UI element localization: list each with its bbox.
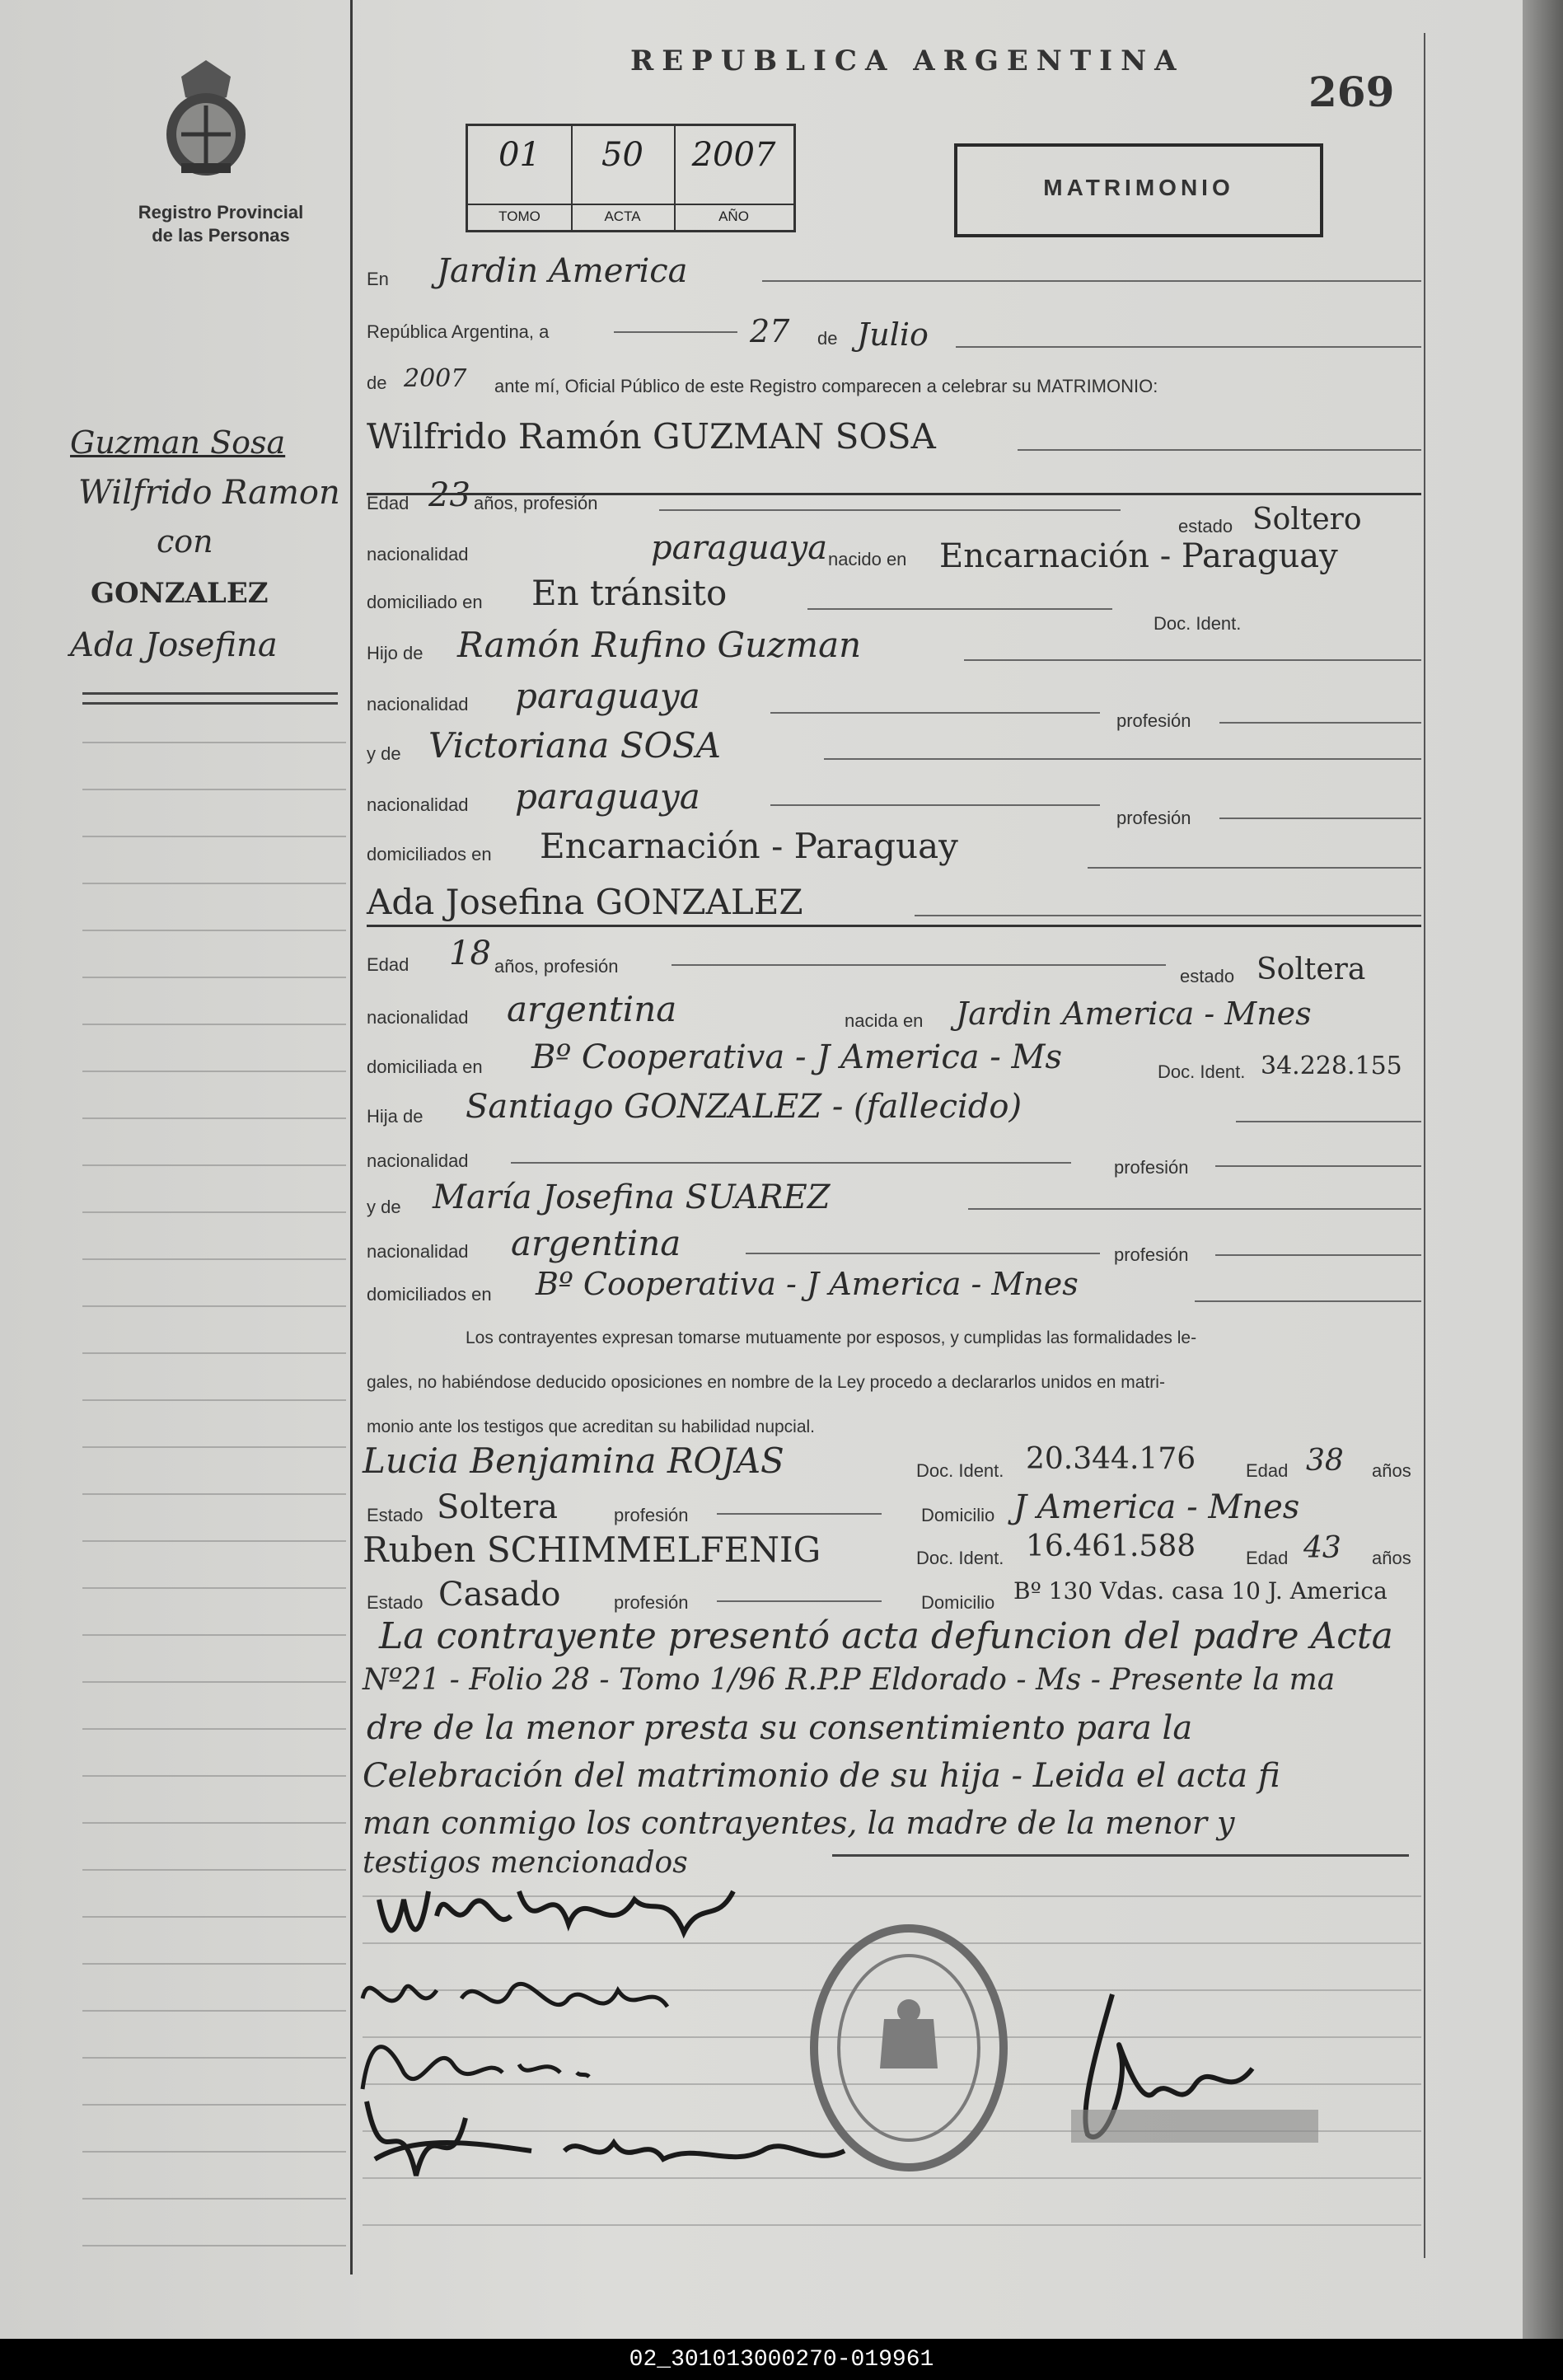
bride-nacida-value: Jardin America - Mnes: [956, 996, 1312, 1032]
groom-domicilio-fill: [807, 608, 1112, 610]
day-value: 27: [750, 313, 790, 349]
groom-nacido-label: nacido en: [828, 549, 907, 569]
margin-rule-line: [82, 2151, 346, 2153]
groom-mother-prof-label: profesión: [1116, 808, 1191, 828]
bride-edad-value: 18: [449, 935, 491, 972]
margin-rule-line: [82, 1399, 346, 1401]
declaration-line1: Los contrayentes expresan tomarse mutuamente por esposos, y cumplidas las formalidades le-: [466, 1328, 1197, 1347]
groom-edad-value: 23: [428, 476, 470, 514]
document-id: 02_301013000270-019961: [629, 2347, 934, 2373]
bride-estado-label: estado: [1180, 966, 1235, 986]
year-value: 2007: [404, 364, 467, 393]
groom-parents-dom-fill: [1088, 867, 1421, 869]
witness1-doc-value: 20.344.176: [1026, 1442, 1196, 1476]
bride-nacionalidad-label: nacionalidad: [367, 1007, 469, 1028]
margin-rule-line: [82, 789, 346, 790]
bride-name-rule: [367, 925, 1421, 927]
notes-line5: man conmigo los contrayentes, la madre de la menor y: [363, 1805, 1235, 1841]
groom-father-prof-label: profesión: [1116, 710, 1191, 731]
margin-rule-line: [82, 1634, 346, 1636]
notes-line6: testigos mencionados: [363, 1846, 688, 1880]
bride-mother-prof-label: profesión: [1114, 1244, 1189, 1265]
groom-father-name: Ramón Rufino Guzman: [457, 625, 862, 665]
intro-text: ante mí, Oficial Público de este Registro comparecen a celebrar su MATRIMONIO:: [494, 376, 1158, 396]
margin-rule-line: [82, 1869, 346, 1871]
coat-of-arms-icon: [157, 56, 255, 180]
place-value: Jardin America: [437, 252, 688, 290]
witness2-domicilio: Bº 130 Vdas. casa 10 J. America: [1013, 1577, 1388, 1605]
margin-rule-line: [82, 1493, 346, 1495]
witness2-signature: [350, 2085, 877, 2200]
en-label: En: [367, 269, 389, 289]
bride-father-fill: [1236, 1121, 1421, 1122]
place-fill: [762, 280, 1421, 282]
margin-rule-line: [82, 1164, 346, 1166]
margin-rule-line: [82, 1305, 346, 1307]
bride-nacida-label: nacida en: [845, 1010, 924, 1031]
declaration-line2: gales, no habiéndose deducido oposiciones en nombre de la Ley procedo a declararlos unidos en matri-: [367, 1373, 1165, 1392]
month-value: Julio: [857, 316, 929, 353]
bride-mother-nac-fill: [746, 1253, 1100, 1254]
bride-name-fill: [915, 915, 1421, 916]
margin-rule-line: [82, 1446, 346, 1448]
bride-mother-fill: [968, 1208, 1421, 1210]
bride-mother-nac-label: nacionalidad: [367, 1241, 469, 1262]
notes-end-rule: [832, 1854, 1409, 1857]
bride-yde-label: y de: [367, 1197, 401, 1217]
groom-mother-nac-label: nacionalidad: [367, 794, 469, 815]
bride-signature: [354, 1957, 717, 2031]
ano-label: AÑO: [674, 204, 793, 225]
bride-mother-nacionalidad: argentina: [511, 1223, 681, 1263]
groom-father-nacionalidad: paraguaya: [515, 676, 700, 716]
witness1-edad-value: 38: [1306, 1444, 1344, 1478]
groom-father-nac-label: nacionalidad: [367, 694, 469, 714]
ano-cell: [674, 126, 793, 230]
witness1-domicilio: J America - Mnes: [1013, 1488, 1300, 1526]
record-reference-box: [466, 124, 796, 232]
margin-rule-line: [82, 1916, 346, 1918]
margin-rule-line: [82, 742, 346, 743]
page-edge: [1523, 0, 1563, 2339]
margin-rule-line: [82, 1024, 346, 1025]
witness2-edad-value: 43: [1303, 1531, 1341, 1565]
margin-rule-line: [82, 883, 346, 884]
margin-note-rule: [82, 692, 338, 695]
groom-yde-label: y de: [367, 743, 401, 764]
bride-mother-prof-fill: [1215, 1254, 1421, 1256]
registry-label-line1: Registro Provincial: [138, 202, 304, 223]
right-frame-line: [1424, 33, 1425, 2258]
groom-nacionalidad-value: paraguaya: [651, 529, 828, 567]
margin-note-rule-2: [82, 702, 338, 705]
margin-note-line2: Wilfrido Ramon: [78, 474, 340, 512]
bride-doc-value: 34.228.155: [1261, 1052, 1402, 1080]
registry-label-line2: de las Personas: [152, 225, 290, 246]
witness2-dom-label: Domicilio: [921, 1592, 995, 1613]
notes-line1: La contrayente presentó acta defuncion del padre Acta: [379, 1615, 1393, 1657]
ano-value: 2007: [691, 136, 776, 174]
margin-rule-line: [82, 1258, 346, 1260]
country-title: REPUBLICA ARGENTINA: [630, 45, 1185, 77]
groom-estado-value: Soltero: [1252, 503, 1362, 536]
tomo-cell: [468, 126, 573, 230]
registry-label: [105, 201, 336, 247]
groom-profesion-fill: [659, 509, 1121, 511]
witness2-prof-fill: [717, 1600, 882, 1602]
witness1-estado-label: Estado: [367, 1505, 424, 1525]
de-label: de: [817, 328, 838, 349]
margin-rule-line: [82, 836, 346, 837]
acta-value: 50: [601, 136, 643, 174]
margin-rule-line: [82, 2198, 346, 2200]
margin-rule-line: [82, 2245, 346, 2246]
margin-rule-line: [82, 2057, 346, 2059]
groom-name: Wilfrido Ramón GUZMAN SOSA: [367, 416, 936, 457]
bride-father-nac-label: nacionalidad: [367, 1150, 469, 1171]
bride-parents-dom-label: domiciliados en: [367, 1284, 492, 1305]
groom-nacido-value: Encarnación - Paraguay: [939, 537, 1338, 575]
bride-doc-label: Doc. Ident.: [1158, 1061, 1246, 1082]
witness1-dom-label: Domicilio: [921, 1505, 995, 1525]
margin-rule-line: [82, 1728, 346, 1730]
bride-father-nac-fill: [511, 1162, 1071, 1164]
tomo-value: 01: [498, 136, 540, 174]
groom-mother-prof-fill: [1219, 818, 1421, 819]
record-type-box: [954, 143, 1323, 237]
groom-father-nac-fill: [770, 712, 1100, 714]
notes-line4: Celebración del matrimonio de su hija - Leida el acta fi: [363, 1757, 1280, 1795]
groom-domicilio-label: domiciliado en: [367, 592, 483, 612]
notes-line3: dre de la menor presta su consentimiento para la: [367, 1709, 1193, 1747]
margin-rule-line: [82, 1540, 346, 1542]
official-stamp-icon: [806, 1920, 1012, 2176]
year-prefix: de: [367, 372, 387, 393]
bride-hija-label: Hija de: [367, 1106, 424, 1127]
witness2-edad-label: Edad: [1246, 1548, 1289, 1568]
notes-line2: Nº21 - Folio 28 - Tomo 1/96 R.P.P Eldorado - Ms - Presente la ma: [363, 1663, 1336, 1697]
witness1-prof-fill: [717, 1513, 882, 1515]
witness2-estado-value: Casado: [438, 1576, 561, 1614]
groom-signature: [371, 1867, 799, 1957]
groom-parents-dom-label: domiciliados en: [367, 844, 492, 864]
groom-edad-label: Edad: [367, 493, 409, 513]
bride-anos-profesion: años, profesión: [494, 956, 619, 977]
groom-domicilio-value: En tránsito: [531, 573, 728, 613]
bride-domicilio-label: domiciliada en: [367, 1056, 483, 1077]
acta-label: ACTA: [571, 204, 674, 225]
folio-number: 269: [1308, 68, 1395, 116]
bride-edad-label: Edad: [367, 954, 409, 975]
margin-rule-line: [82, 1587, 346, 1589]
groom-parents-domicilio: Encarnación - Paraguay: [540, 826, 958, 866]
groom-anos-profesion: años, profesión: [474, 493, 598, 513]
signature-rule-line: [363, 2224, 1421, 2226]
margin-note-line3: con: [157, 523, 213, 560]
acta-cell: [571, 126, 676, 230]
tomo-label: TOMO: [468, 204, 571, 225]
groom-father-fill: [964, 659, 1421, 661]
witness2-anos: años: [1372, 1548, 1411, 1568]
margin-rule-line: [82, 930, 346, 931]
bride-profesion-fill: [672, 964, 1166, 966]
witness1-estado-value: Soltera: [437, 1488, 558, 1526]
groom-mother-name: Victoriana SOSA: [428, 725, 722, 766]
margin-divider: [350, 0, 353, 2275]
witness2-doc-label: Doc. Ident.: [916, 1548, 1004, 1568]
republica-label: República Argentina, a: [367, 321, 550, 342]
groom-hijo-label: Hijo de: [367, 643, 424, 663]
margin-note-line4: GONZALEZ: [91, 577, 269, 610]
month-fill: [956, 346, 1421, 348]
margin-note-line1: Guzman Sosa: [70, 424, 286, 461]
margin-note-line5: Ada Josefina: [70, 626, 278, 664]
bride-name: Ada Josefina GONZALEZ: [367, 882, 803, 922]
margin-rule-line: [82, 1211, 346, 1213]
margin-rule-line: [82, 1117, 346, 1119]
bride-father-prof-label: profesión: [1114, 1157, 1189, 1178]
bride-mother-name: María Josefina SUAREZ: [433, 1178, 831, 1216]
record-type: MATRIMONIO: [1043, 175, 1234, 200]
margin-rule-line: [82, 1822, 346, 1824]
witness1-doc-label: Doc. Ident.: [916, 1460, 1004, 1481]
bride-father-name: Santiago GONZALEZ - (fallecido): [466, 1088, 1023, 1126]
groom-estado-label: estado: [1178, 516, 1233, 536]
witness1-prof-label: profesión: [614, 1505, 689, 1525]
groom-mother-nac-fill: [770, 804, 1100, 806]
bride-father-prof-fill: [1215, 1165, 1421, 1167]
declaration-line3: monio ante los testigos que acreditan su habilidad nupcial.: [367, 1417, 816, 1436]
groom-nacionalidad-label: nacionalidad: [367, 544, 469, 565]
bride-estado-value: Soltera: [1256, 953, 1366, 986]
witness2-estado-label: Estado: [367, 1592, 424, 1613]
bride-domicilio-value: Bº Cooperativa - J America - Ms: [531, 1038, 1063, 1076]
witness2-doc-value: 16.461.588: [1026, 1530, 1196, 1563]
groom-doc-label: Doc. Ident.: [1154, 613, 1242, 634]
margin-rule-line: [82, 1681, 346, 1683]
margin-rule-line: [82, 2104, 346, 2106]
margin-rule-line: [82, 1352, 346, 1354]
groom-mother-fill: [824, 758, 1421, 760]
margin-rule-line: [82, 2010, 346, 2012]
bride-parents-domicilio: Bº Cooperativa - J America - Mnes: [536, 1266, 1079, 1302]
official-signature: [1063, 1986, 1327, 2159]
witness1-name: Lucia Benjamina ROJAS: [363, 1441, 784, 1481]
margin-rule-line: [82, 1071, 346, 1072]
bride-nacionalidad-value: argentina: [507, 989, 677, 1029]
witness2-prof-label: profesión: [614, 1592, 689, 1613]
margin-rule-line: [82, 1775, 346, 1777]
bride-parents-dom-fill: [1195, 1300, 1421, 1302]
margin-rule-line: [82, 1963, 346, 1965]
witness1-anos: años: [1372, 1460, 1411, 1481]
margin-rule-line: [82, 977, 346, 978]
witness1-edad-label: Edad: [1246, 1460, 1289, 1481]
groom-mother-nacionalidad: paraguaya: [515, 776, 700, 817]
groom-father-prof-fill: [1219, 722, 1421, 724]
day-fill-left: [614, 331, 737, 333]
groom-name-fill: [1018, 449, 1421, 451]
witness2-name: Ruben SCHIMMELFENIG: [363, 1530, 821, 1570]
